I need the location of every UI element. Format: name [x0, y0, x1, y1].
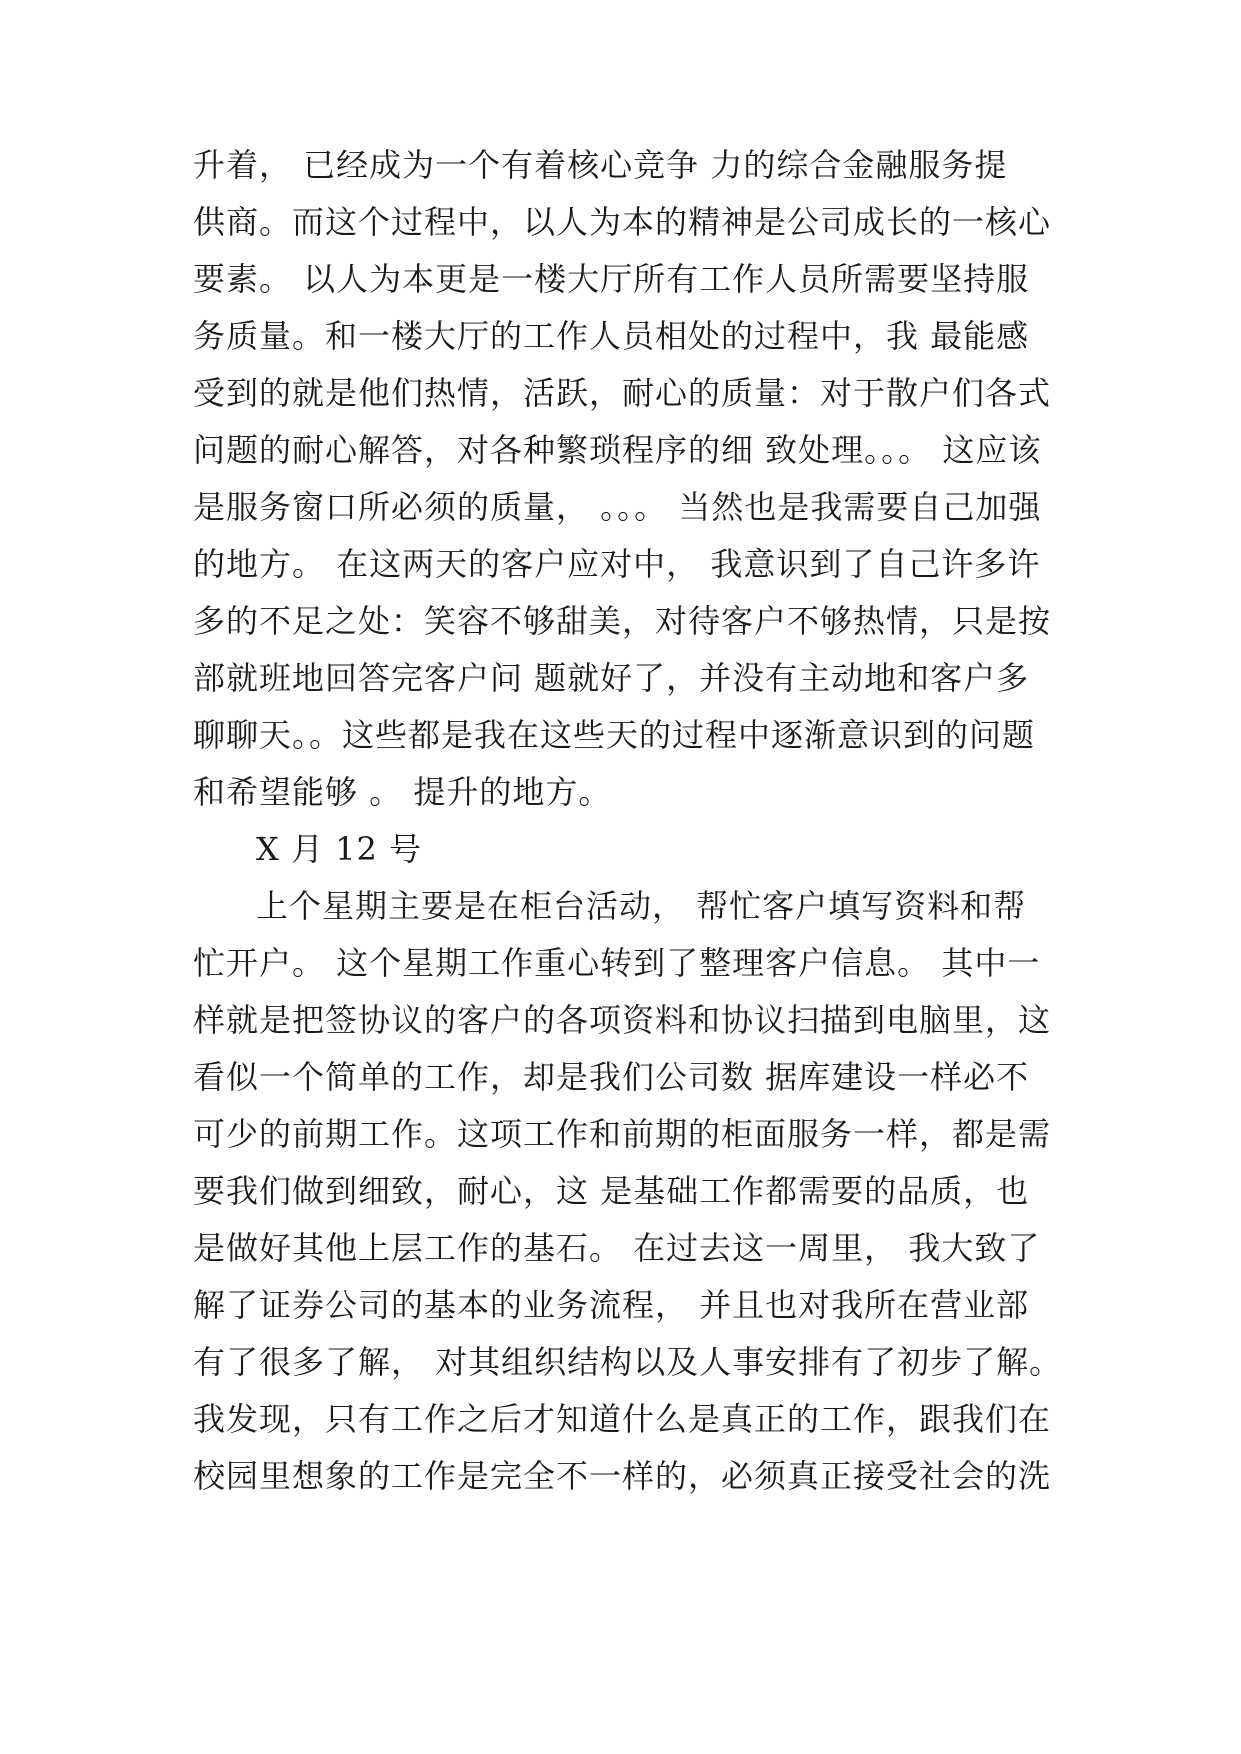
text-line: 看似一个简单的工作，却是我们公司数 据库建设一样必不 — [193, 1058, 1030, 1096]
text-line: 受到的就是他们热情，活跃，耐心的质量：对于散户们各式 — [193, 374, 1052, 412]
text-line: 要我们做到细致，耐心，这 是基础工作都需要的品质，也 — [193, 1172, 1030, 1210]
text-line: 可少的前期工作。这项工作和前期的柜面服务一样，都是需 — [193, 1115, 1052, 1153]
text-line: 问题的耐心解答，对各种繁琐程序的细 致处理。。。 这应该 — [193, 431, 1042, 469]
text-line: 解了证券公司的基本的业务流程， 并且也对我所在营业部 — [193, 1286, 1030, 1324]
date-heading: X 月 12 号 — [256, 830, 423, 868]
text-line: 是服务窗口所必须的质量， 。。。 当然也是我需要自己加强 — [193, 488, 1042, 526]
text-line: 的地方。 在这两天的客户应对中， 我意识到了自己许多许 — [193, 545, 1041, 583]
text-line: 务质量。和一楼大厅的工作人员相处的过程中，我 最能感 — [193, 317, 1030, 355]
text-line: 升着， 已经成为一个有着核心竞争 力的综合金融服务提 — [193, 146, 1008, 184]
text-line: 多的不足之处：笑容不够甜美，对待客户不够热情，只是按 — [193, 602, 1052, 640]
text-line: 和希望能够 。 提升的地方。 — [193, 773, 612, 811]
text-line: 上个星期主要是在柜台活动， 帮忙客户填写资料和帮 — [256, 887, 1027, 925]
text-line: 忙开户。 这个星期工作重心转到了整理客户信息。 其中一 — [193, 944, 1041, 982]
text-line: 供商。而这个过程中，以人为本的精神是公司成长的一核心 — [193, 203, 1052, 241]
text-line: 样就是把签协议的客户的各项资料和协议扫描到电脑里，这 — [193, 1001, 1052, 1039]
text-line: 是做好其他上层工作的基石。 在过去这一周里， 我大致了 — [193, 1229, 1041, 1267]
text-line: 部就班地回答完客户问 题就好了，并没有主动地和客户多 — [193, 659, 1030, 697]
text-line: 我发现，只有工作之后才知道什么是真正的工作，跟我们在 — [193, 1400, 1052, 1438]
text-line: 要素。 以人为本更是一楼大厅所有工作人员所需要坚持服 — [193, 260, 1030, 298]
text-line: 有了很多了解， 对其组织结构以及人事安排有了初步了解。 — [193, 1343, 1063, 1381]
text-line: 校园里想象的工作是完全不一样的，必须真正接受社会的洗 — [193, 1457, 1052, 1495]
text-line: 聊聊天。。这些都是我在这些天的过程中逐渐意识到的问题 — [193, 716, 1036, 754]
